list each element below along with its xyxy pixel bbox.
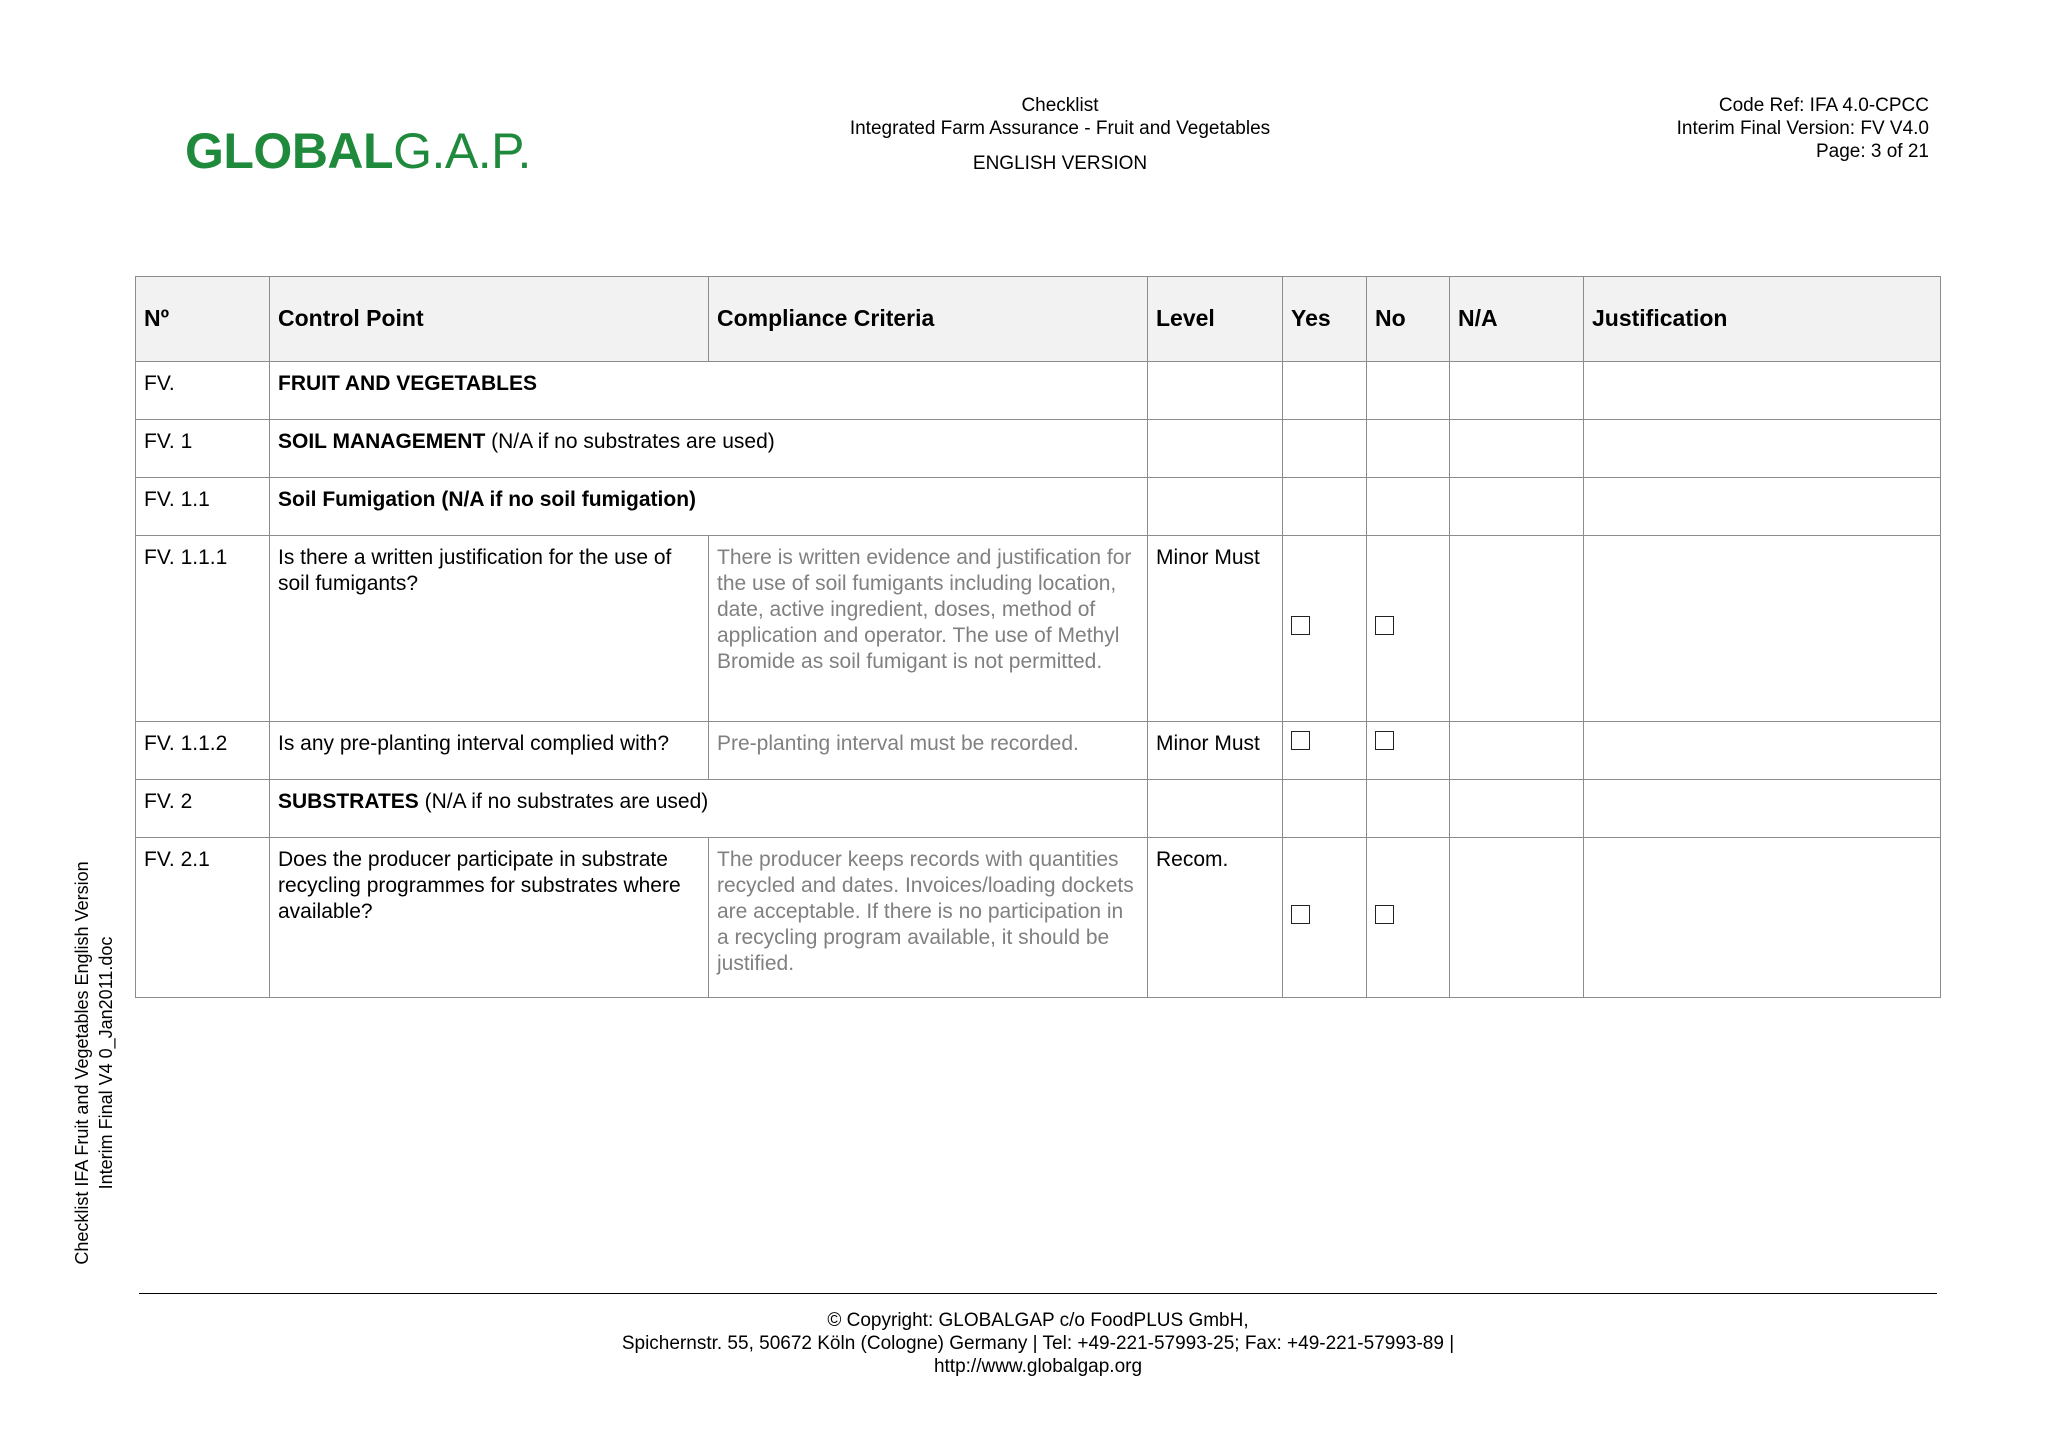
justification-cell[interactable] [1584, 362, 1941, 420]
yes-checkbox[interactable] [1291, 731, 1310, 750]
no-cell [1367, 420, 1450, 478]
footer-copyright: © Copyright: GLOBALGAP c/o FoodPLUS GmbH, [827, 1310, 1249, 1331]
no-cell [1367, 722, 1450, 780]
header-version-label: ENGLISH VERSION [972, 153, 1148, 174]
section-title-rest: (N/A if no substrates are used) [485, 430, 775, 453]
justification-cell[interactable] [1584, 722, 1941, 780]
yes-checkbox[interactable] [1291, 905, 1310, 924]
sidebar-doc-info [70, 861, 118, 1264]
row-number: FV. 1 [136, 420, 270, 478]
no-cell [1367, 838, 1450, 998]
yes-cell [1283, 838, 1367, 998]
sidebar-line-2: Interim Final V4 0_Jan2011.doc [96, 936, 116, 1190]
na-cell [1450, 478, 1584, 536]
level: Minor Must [1148, 722, 1283, 780]
col-header-control-point: Control Point [270, 277, 709, 362]
table-row [136, 536, 1941, 722]
checklist-table [135, 276, 1941, 998]
section-row-fv [136, 362, 1941, 420]
no-cell [1367, 362, 1450, 420]
footer-address: Spichernstr. 55, 50672 Köln (Cologne) Germany | Tel: +49-221-57993-25; Fax: +49-221-57993-89 | [621, 1333, 1455, 1354]
section-title [270, 420, 1148, 478]
row-number: FV. 1.1.2 [136, 722, 270, 780]
footer [0, 1309, 2048, 1378]
na-cell [1450, 362, 1584, 420]
no-checkbox[interactable] [1375, 731, 1394, 750]
header-center [800, 94, 1320, 175]
section-row-fv-1-1 [136, 478, 1941, 536]
section-title-rest: (N/A if no substrates are used) [418, 790, 709, 813]
header-right [1677, 94, 1929, 163]
col-header-yes: Yes [1283, 277, 1367, 362]
level-cell [1148, 362, 1283, 420]
col-header-compliance-criteria: Compliance Criteria [709, 277, 1148, 362]
no-checkbox[interactable] [1375, 616, 1394, 635]
justification-cell[interactable] [1584, 838, 1941, 998]
control-point: Is any pre-planting interval complied with? [270, 722, 709, 780]
row-number: FV. 1.1 [136, 478, 270, 536]
justification-cell[interactable] [1584, 420, 1941, 478]
no-checkbox[interactable] [1375, 905, 1394, 924]
logo-bold-text: GLOBAL [185, 123, 394, 179]
yes-cell [1283, 780, 1367, 838]
level-cell [1148, 478, 1283, 536]
na-cell [1450, 722, 1584, 780]
no-cell [1367, 780, 1450, 838]
control-point: Does the producer participate in substrate recycling programmes for substrates where available? [270, 838, 709, 998]
section-title-bold: SOIL MANAGEMENT [278, 430, 486, 453]
section-title [270, 478, 1148, 536]
col-header-na: N/A [1450, 277, 1584, 362]
na-cell [1450, 536, 1584, 722]
level-cell [1148, 780, 1283, 838]
na-cell [1450, 838, 1584, 998]
justification-cell[interactable] [1584, 478, 1941, 536]
section-title [270, 780, 1148, 838]
row-number: FV. 1.1.1 [136, 536, 270, 722]
header-interim-version: Interim Final Version: FV V4.0 [1676, 118, 1929, 139]
row-number: FV. 2.1 [136, 838, 270, 998]
section-title [270, 362, 1148, 420]
no-cell [1367, 478, 1450, 536]
header-page-number: Page: 3 of 21 [1815, 141, 1929, 162]
yes-cell [1283, 420, 1367, 478]
col-header-no: No [1367, 277, 1450, 362]
control-point: Is there a written justification for the use of soil fumigants? [270, 536, 709, 722]
no-cell [1367, 536, 1450, 722]
section-title-bold: Soil Fumigation (N/A if no soil fumigation) [278, 488, 697, 511]
yes-checkbox[interactable] [1291, 616, 1310, 635]
row-number: FV. [136, 362, 270, 420]
header-subtitle: Integrated Farm Assurance - Fruit and Vegetables [849, 118, 1271, 139]
section-row-fv-1 [136, 420, 1941, 478]
compliance-criteria: Pre-planting interval must be recorded. [709, 722, 1148, 780]
header-code-ref: Code Ref: IFA 4.0-CPCC [1718, 95, 1929, 116]
table-row [136, 838, 1941, 998]
yes-cell [1283, 478, 1367, 536]
header-title: Checklist [1021, 95, 1099, 116]
col-header-level: Level [1148, 277, 1283, 362]
level: Recom. [1148, 838, 1283, 998]
table-header-row [136, 277, 1941, 362]
footer-website-link[interactable]: http://www.globalgap.org [933, 1356, 1143, 1377]
col-header-number: Nº [136, 277, 270, 362]
col-header-justification: Justification [1584, 277, 1941, 362]
compliance-criteria: There is written evidence and justification for the use of soil fumigants including location, date, active ingredient, doses, method of application and operator. The use of Methyl Bromide as soil fumigant is not permitted. [709, 536, 1148, 722]
yes-cell [1283, 362, 1367, 420]
na-cell [1450, 420, 1584, 478]
yes-cell [1283, 536, 1367, 722]
section-title-bold: SUBSTRATES [278, 790, 419, 813]
level-cell [1148, 420, 1283, 478]
section-title-bold: FRUIT AND VEGETABLES [278, 372, 538, 395]
level: Minor Must [1148, 536, 1283, 722]
globalgap-logo [185, 122, 531, 180]
section-row-fv-2 [136, 780, 1941, 838]
compliance-criteria: The producer keeps records with quantities recycled and dates. Invoices/loading dockets are acceptable. If there is no participation in a recycling program available, it should be justified. [709, 838, 1148, 998]
sidebar-line-1: Checklist IFA Fruit and Vegetables English Version [72, 861, 92, 1265]
row-number: FV. 2 [136, 780, 270, 838]
logo-light-text: G.A.P. [393, 123, 531, 179]
yes-cell [1283, 722, 1367, 780]
footer-divider [139, 1293, 1937, 1294]
na-cell [1450, 780, 1584, 838]
justification-cell[interactable] [1584, 536, 1941, 722]
justification-cell[interactable] [1584, 780, 1941, 838]
table-row [136, 722, 1941, 780]
